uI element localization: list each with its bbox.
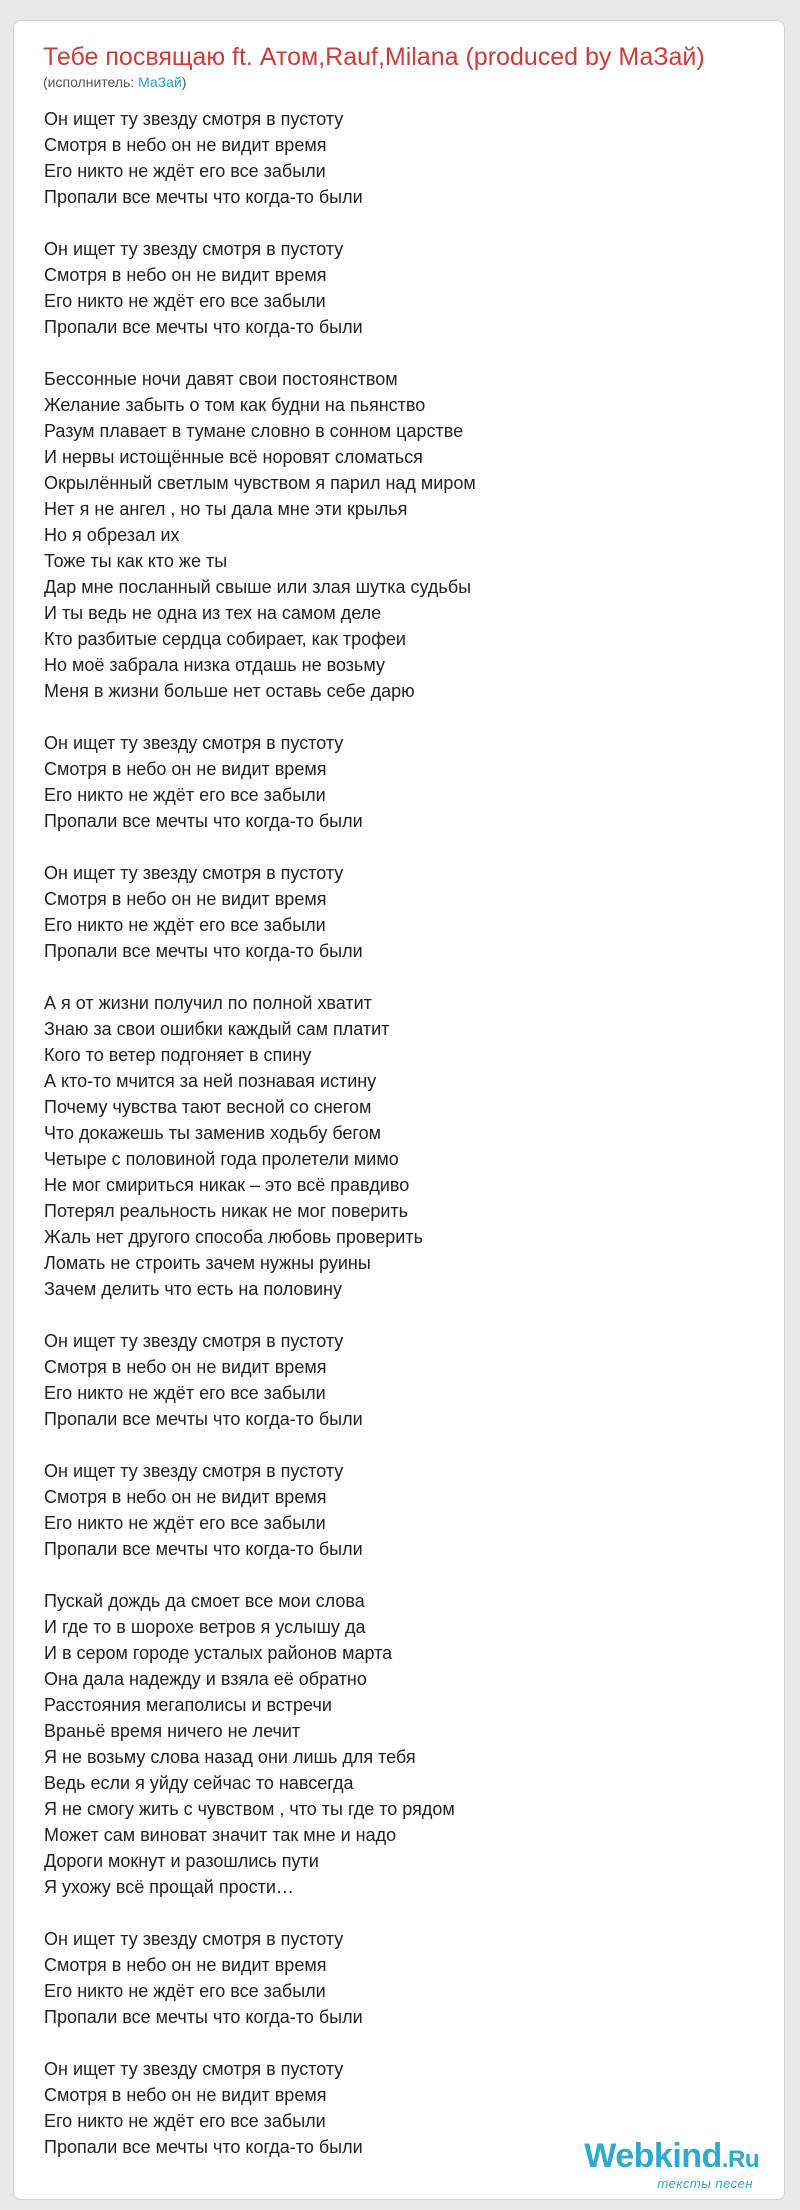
lyric-line: Пропали все мечты что когда-то были [44, 317, 363, 337]
lyric-line: Смотря в небо он не видит время [44, 1487, 327, 1507]
lyric-line: Пропали все мечты что когда-то были [44, 1409, 363, 1429]
lyric-line: Он ищет ту звезду смотря в пустоту [44, 239, 344, 259]
lyric-line: Он ищет ту звезду смотря в пустоту [44, 863, 344, 883]
lyric-line: Разум плавает в тумане словно в сонном царстве [44, 421, 464, 441]
lyric-line: Но моё забрала низка отдашь не возьму [44, 655, 385, 675]
lyric-line: Смотря в небо он не видит время [44, 759, 327, 779]
lyric-line: Он ищет ту звезду смотря в пустоту [44, 2059, 344, 2079]
lyrics-text [44, 106, 764, 2160]
stanza-gap [44, 1432, 764, 1458]
lyric-line: Пропали все мечты что когда-то были [44, 811, 363, 831]
lyric-line: И где то в шорохе ветров я услышу да [44, 1617, 366, 1637]
lyric-line: Четыре с половиной года пролетели мимо [44, 1149, 399, 1169]
stanza-gap [44, 210, 764, 236]
lyric-line: Я не смогу жить с чувством , что ты где то рядом [44, 1799, 455, 1819]
lyric-line: Пропали все мечты что когда-то были [44, 1539, 363, 1559]
lyric-line: Я не возьму слова назад они лишь для тебя [44, 1747, 416, 1767]
lyric-line: Ведь если я уйду сейчас то навсегда [44, 1773, 354, 1793]
stanza-gap [44, 964, 764, 990]
lyric-line: Пропали все мечты что когда-то были [44, 2137, 363, 2157]
lyric-line: Зачем делить что есть на половину [44, 1279, 343, 1299]
lyric-line: Что докажешь ты заменив ходьбу бегом [44, 1123, 381, 1143]
lyric-line: Окрылённый светлым чувством я парил над миром [44, 473, 476, 493]
logo-wordmark [584, 2138, 759, 2178]
artist-link[interactable]: МаЗай [138, 74, 182, 90]
lyric-line: Враньё время ничего не лечит [44, 1721, 301, 1741]
lyric-line: А я от жизни получил по полной хватит [44, 993, 372, 1013]
lyric-line: Он ищет ту звезду смотря в пустоту [44, 1929, 344, 1949]
lyric-line: Смотря в небо он не видит время [44, 1357, 327, 1377]
lyric-line: Смотря в небо он не видит время [44, 135, 327, 155]
lyric-line: Желание забыть о том как будни на пьянство [44, 395, 426, 415]
lyric-line: Смотря в небо он не видит время [44, 2085, 327, 2105]
lyric-line: Пропали все мечты что когда-то были [44, 941, 363, 961]
stanza-gap [44, 1900, 764, 1926]
lyric-line: Она дала надежду и взяла её обратно [44, 1669, 367, 1689]
logo-tld: .Ru [721, 2146, 759, 2173]
logo-name: Webkind [584, 2137, 722, 2175]
lyric-line: Пускай дождь да смоет все мои слова [44, 1591, 365, 1611]
lyric-line: Его никто не ждёт его все забыли [44, 161, 326, 181]
lyric-line: Но я обрезал их [44, 525, 180, 545]
lyric-line: Тоже ты как кто же ты [44, 551, 228, 571]
lyric-line: Его никто не ждёт его все забыли [44, 1513, 326, 1533]
lyric-line: А кто-то мчится за ней познавая истину [44, 1071, 377, 1091]
lyric-line: Расстояния мегаполисы и встречи [44, 1695, 332, 1715]
lyric-line: Может сам виноват значит так мне и надо [44, 1825, 397, 1845]
lyric-line: Пропали все мечты что когда-то были [44, 2007, 363, 2027]
lyric-line: Его никто не ждёт его все забыли [44, 291, 326, 311]
lyric-line: Он ищет ту звезду смотря в пустоту [44, 109, 344, 129]
lyric-line: Смотря в небо он не видит время [44, 265, 327, 285]
lyric-line: И в сером городе усталых районов марта [44, 1643, 393, 1663]
lyric-line: И нервы истощённые всё норовят сломаться [44, 447, 423, 467]
lyric-line: Он ищет ту звезду смотря в пустоту [44, 1331, 344, 1351]
lyric-line: Кого то ветер подгоняет в спину [44, 1045, 312, 1065]
stanza-gap [44, 2030, 764, 2056]
lyric-line: Нет я не ангел , но ты дала мне эти крылья [44, 499, 408, 519]
lyric-line: Его никто не ждёт его все забыли [44, 785, 326, 805]
lyric-line: Меня в жизни больше нет оставь себе дарю [44, 681, 415, 701]
stanza-gap [44, 704, 764, 730]
lyric-line: Смотря в небо он не видит время [44, 889, 327, 909]
stanza-gap [44, 1562, 764, 1588]
lyric-line: Его никто не ждёт его все забыли [44, 915, 326, 935]
lyric-line: Жаль нет другого способа любовь проверить [44, 1227, 423, 1247]
artist-suffix: ) [181, 74, 187, 90]
lyric-line: Его никто не ждёт его все забыли [44, 2111, 326, 2131]
lyric-line: Кто разбитые сердца собирает, как трофеи [44, 629, 406, 649]
logo-tagline: тексты песен [657, 2176, 753, 2191]
lyric-line: Дороги мокнут и разошлись пути [44, 1851, 319, 1871]
lyric-line: Он ищет ту звезду смотря в пустоту [44, 1461, 344, 1481]
lyric-line: Смотря в небо он не видит время [44, 1955, 327, 1975]
site-logo[interactable] [584, 2138, 759, 2191]
lyric-line: Потерял реальность никак не мог поверить [44, 1201, 409, 1221]
artist-line [43, 73, 186, 91]
lyric-line: И ты ведь не одна из тех на самом деле [44, 603, 382, 623]
lyric-line: Бессонные ночи давят свои постоянством [44, 369, 398, 389]
lyric-line: Пропали все мечты что когда-то были [44, 187, 363, 207]
artist-prefix: (исполнитель: [43, 74, 139, 90]
stanza-gap [44, 340, 764, 366]
lyric-line: Знаю за свои ошибки каждый сам платит [44, 1019, 390, 1039]
lyric-line: Я ухожу всё прощай прости… [44, 1877, 294, 1897]
lyrics-card [13, 20, 785, 2200]
lyric-line: Не мог смириться никак – это всё правдиво [44, 1175, 410, 1195]
stanza-gap [44, 834, 764, 860]
lyric-line: Его никто не ждёт его все забыли [44, 1981, 326, 2001]
lyric-line: Ломать не строить зачем нужны руины [44, 1253, 371, 1273]
song-title: Тебе посвящаю ft. Атом,Rauf,Milana (produced by МаЗай) [43, 43, 705, 71]
lyric-line: Почему чувства тают весной со снегом [44, 1097, 372, 1117]
stanza-gap [44, 1302, 764, 1328]
lyric-line: Он ищет ту звезду смотря в пустоту [44, 733, 344, 753]
lyric-line: Дар мне посланный свыше или злая шутка судьбы [44, 577, 472, 597]
lyric-line: Его никто не ждёт его все забыли [44, 1383, 326, 1403]
